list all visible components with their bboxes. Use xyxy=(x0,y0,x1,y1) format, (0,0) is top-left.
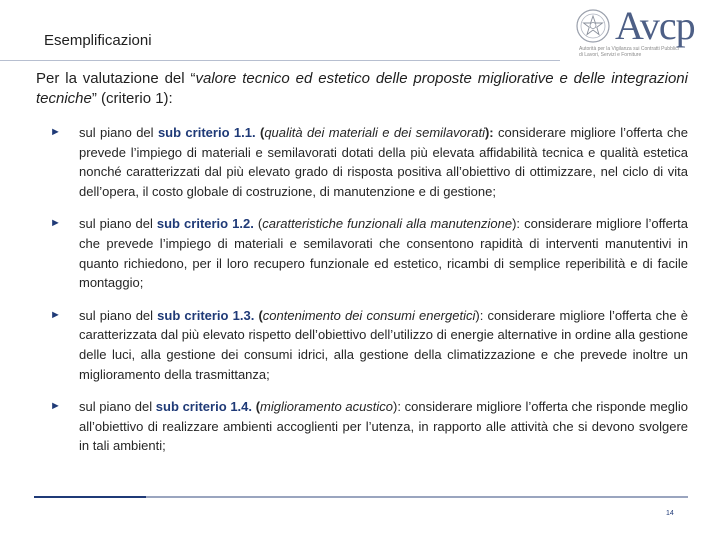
sub-criterion-label: sub criterio 1.4. xyxy=(155,399,253,415)
intro-criterion-name: valore tecnico ed estetico delle proposte migliorative e delle integrazioni tecniche xyxy=(36,70,688,107)
bullet-open: ( xyxy=(254,307,263,323)
bullet-lead: sul piano del xyxy=(79,399,156,415)
page-number: 14 xyxy=(666,510,674,517)
sub-criterion-name: miglioramento acustico xyxy=(260,399,394,415)
republic-emblem-icon xyxy=(575,8,611,44)
sub-criterion-name: caratteristiche funzionali alla manutenzione xyxy=(262,216,513,232)
bullet-lead: sul piano del xyxy=(79,307,158,323)
logo-subtitle xyxy=(579,46,697,58)
bullet-open: ( xyxy=(252,399,261,415)
bullet-text: considerare migliore l’offerta che prevede l’impiego di materiali e semilavorati che consentono rapidità di interventi manutentivi in quanto richiedono, per il loro recupero funzionale ed estetico, ricambi di semplice reperibilità e di facile montaggio; xyxy=(79,216,688,291)
logo-subtitle-line-1: Autorità per la Vigilanza sui Contratti Pubblici xyxy=(579,46,679,52)
triangle-bullet-icon: ► xyxy=(50,308,61,321)
triangle-bullet-icon: ► xyxy=(50,126,61,138)
criteria-list xyxy=(50,123,688,456)
sub-criterion-name: qualità dei materiali e dei semilavorati xyxy=(264,125,485,140)
header-divider xyxy=(0,60,560,61)
bullet-text: considerare migliore l’offerta che risponde meglio all’obiettivo di realizzare ambienti accoglienti per l’utenza, in rapporto alle attività che si devono svolgere in tali ambienti; xyxy=(79,399,688,454)
bullet-open: ( xyxy=(253,216,263,232)
bullet-lead: sul piano del xyxy=(79,125,158,140)
list-item xyxy=(50,214,688,292)
list-item xyxy=(50,306,688,384)
intro-prefix: Per la valutazione del “ xyxy=(36,70,196,87)
intro-suffix: ” (criterio 1): xyxy=(91,90,173,107)
triangle-bullet-icon: ► xyxy=(50,400,61,413)
bullet-text: considerare migliore l’offerta che è caratterizzata dal più elevato rispetto dell’obiettivo dell’utilizzo di energie alternative in ordine alla gestione delle luci, alla gestione dei consumi idrici, alla gestione della climatizzazione e che prevede inoltre un miglioramento della trasmittanza; xyxy=(79,307,688,382)
bullet-text: considerare migliore l’offerta che prevede l’impiego di materiali e semilavorati dotati della più elevata affidabilità tecnica e qualità estetica nonché caratterizzati dal più elevato grado di risposta positiva all’obiettivo di ottimizzare, nel ciclo di vita dell’opera, il costo globale di costruzione, di manutenzione e di gestione; xyxy=(79,125,688,199)
bullet-lead: sul piano del xyxy=(79,216,157,232)
avcp-logo xyxy=(575,3,695,60)
bullet-close: ): xyxy=(512,216,521,232)
bullet-close: ): xyxy=(393,399,401,415)
triangle-bullet-icon: ► xyxy=(50,217,61,230)
footer-divider-accent xyxy=(34,496,146,498)
sub-criterion-label: sub criterio 1.3. xyxy=(157,307,255,323)
list-item xyxy=(50,397,688,456)
bullet-close: ): xyxy=(484,125,494,140)
logo-wordmark: Avcp xyxy=(615,3,695,48)
sub-criterion-label: sub criterio 1.1. xyxy=(157,125,256,140)
sub-criterion-label: sub criterio 1.2. xyxy=(156,216,254,232)
page-title: Esemplificazioni xyxy=(44,32,152,49)
sub-criterion-name: contenimento dei consumi energetici xyxy=(262,307,476,323)
bullet-open: ( xyxy=(255,125,265,140)
list-item xyxy=(50,123,688,201)
intro-paragraph xyxy=(36,69,688,109)
bullet-close: ): xyxy=(475,307,484,323)
logo-subtitle-line-2: di Lavori, Servizi e Forniture xyxy=(579,52,642,58)
